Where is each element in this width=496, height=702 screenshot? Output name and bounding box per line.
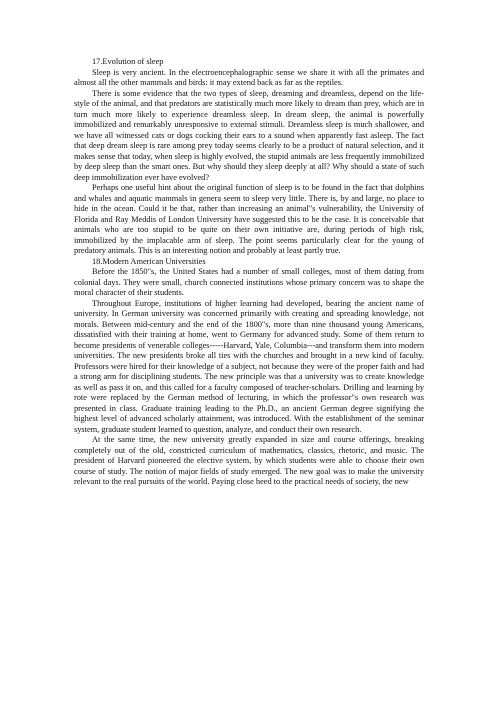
section-evolution-of-sleep — [74, 57, 424, 257]
section-modern-american-universities — [74, 257, 424, 488]
section-heading: 17.Evolution of sleep — [92, 57, 164, 66]
paragraph: Before the 1850"s, the United States had a number of small colleges, most of them dating from colonial days. They were small, church connected institutions whose primary concern was to shape the moral character of their students. — [74, 267, 424, 297]
paragraph: At the same time, the new university greatly expanded in size and course offerings, breaking completely out of the old, constricted curriculum of mathematics, classics, rhetoric, and music. The president of Harvard pioneered the elective system, by which students were able to choose their own course of study. The notion of major fields of study emerged. The new goal was to make the university relevant to the real pursuits of the world. Paying close heed to the practical needs of society, the new — [74, 435, 424, 486]
paragraph: Sleep is very ancient. In the electroencephalographic sense we share it with all the primates and almost all the other mammals and birds: it may extend back as far as the reptiles. — [74, 67, 424, 87]
paragraph: Throughout Europe, institutions of higher learning had developed, bearing the ancient name of university. In German university was concerned primarily with creating and spreading knowledge, not morals. Between mid-century and the end of the 1800"s, more than nine thousand young Americans, dissatisfied with their training at home, went to Germany for advanced study. Some of them return to become presidents of venerable colleges-----Harvard, Yale, Columbia---and transform them into modern universities. The new presidents broke all ties with the churches and brought in a new kind of faculty. Professors were hired for their knowledge of a subject, not because they were of the proper faith and had a strong arm for disciplining students. The new principle was that a university was to create knowledge as well as pass it on, and this called for a faculty composed of teacher-scholars. Drilling and learning by rote were replaced by the German method of lecturing, in which the professor"s own research was presented in class. Graduate training leading to the Ph.D., an ancient German degree signifying the highest level of advanced scholarly attainment, was introduced. With the establishment of the seminar system, graduate student learned to question, analyze, and conduct their own research. — [74, 298, 424, 434]
section-heading: 18.Modern American Universities — [92, 256, 206, 266]
paragraph: There is some evidence that the two types of sleep, dreaming and dreamless, depend on the life-style of the animal, and that predators are statistically much more likely to dream than prey, which are in turn much more likely to experience dreamless sleep. In dream sleep, the animal is powerfully immobilized and remarkably unresponsive to external stimuli. Dreamless sleep is much shallower, and we have all witnessed cats or dogs cocking their ears to a sound when apparently fast asleep. The fact that deep dream sleep is rare among prey today seems clearly to be a product of natural selection, and it makes sense that today, when sleep is highly evolved, the stupid animals are less frequently immobilized by deep sleep than the smart ones. But why should they sleep deeply at all? Why should a state of such deep immobilization ever have evolved? — [74, 88, 424, 182]
paragraph: Perhaps one useful hint about the original function of sleep is to be found in the fact that dolphins and whales and aquatic mammals in genera seem to sleep very little. There is, by and large, no place to hide in the ocean. Could it be that, rather than increasing an animal"s vulnerability, the University of Florida and Ray Meddis of London University have suggested this to be the case. It is conceivable that animals who are too stupid to be quite on their own initiative are, during periods of high risk, immobilized by the implacable arm of sleep. The point seems particularly clear for the young of predatory animals. This is an interesting notion and probably at least partly true. — [74, 183, 424, 255]
document-page — [74, 57, 424, 488]
